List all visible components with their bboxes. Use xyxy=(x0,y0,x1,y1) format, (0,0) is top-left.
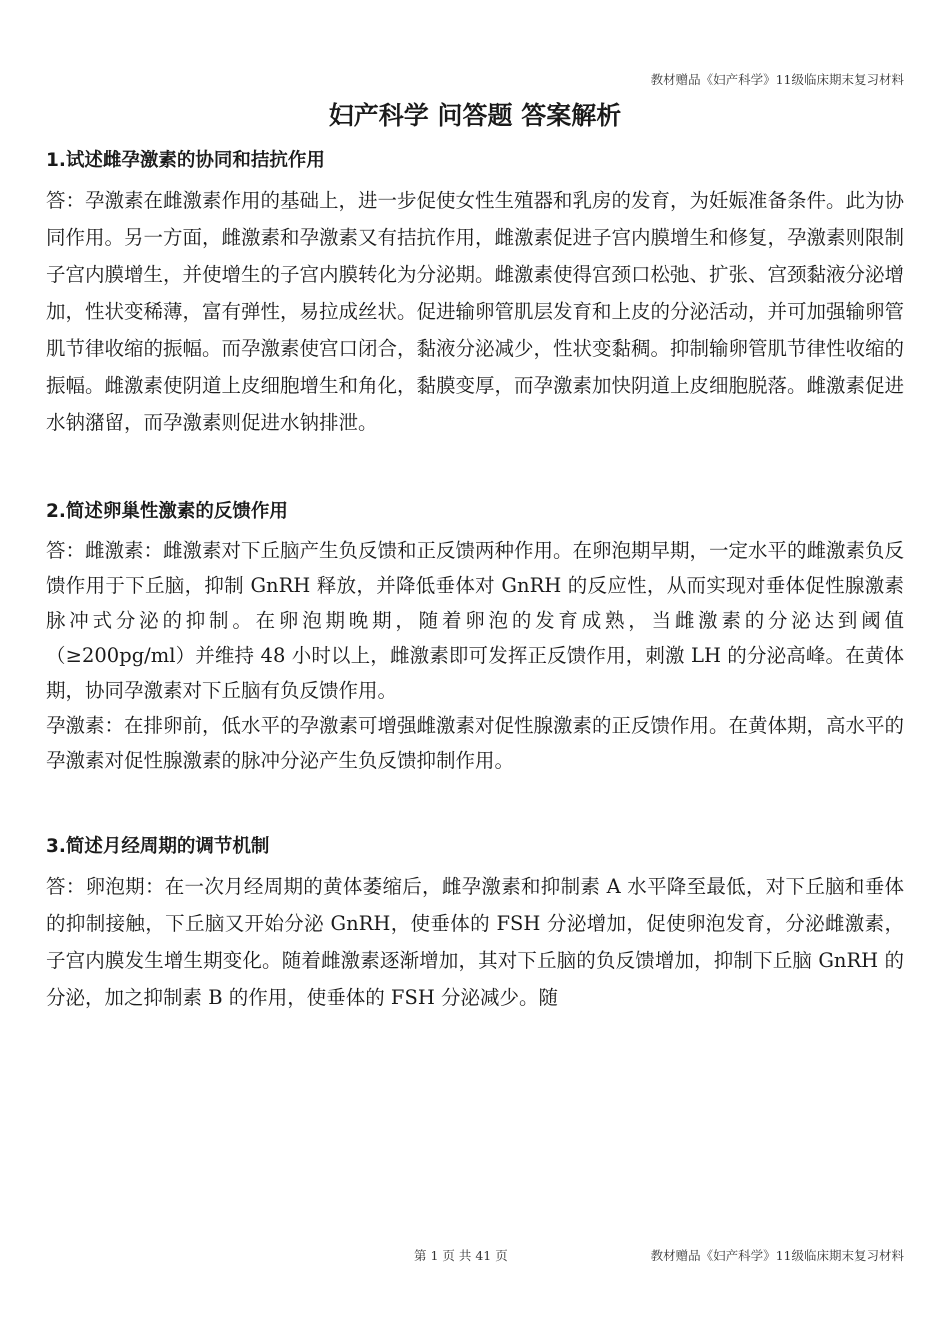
section-title: 2.简述卵巢性激素的反馈作用 xyxy=(46,501,288,522)
document-title: 妇产科学 问答题 答案解析 xyxy=(328,101,622,130)
page-number: 第 1 页 共 41 页 xyxy=(414,1248,508,1263)
section-1 xyxy=(46,146,904,441)
footer-note: 教材赠品《妇产科学》11级临床期末复习材料 xyxy=(650,1248,904,1263)
answer-paragraph: 答：孕激素在雌激素作用的基础上，进一步促使女性生殖器和乳房的发育，为妊娠准备条件。此为协同作用。另一方面，雌激素和孕激素又有拮抗作用，雌激素促进子宫内膜增生和修复，孕激素则限制子宫内膜增生，并使增生的子宫内膜转化为分泌期。雌激素使得宫颈口松弛、扩张、宫颈黏液分泌增加，性状变稀薄，富有弹性，易拉成丝状。促进输卵管肌层发育和上皮的分泌活动，并可加强输卵管肌节律收缩的振幅。而孕激素使宫口闭合，黏液分泌减少，性状变黏稠。抑制输卵管肌节律性收缩的振幅。雌激素使阴道上皮细胞增生和角化，黏膜变厚，而孕激素加快阴道上皮细胞脱落。雌激素促进水钠潴留，而孕激素则促进水钠排泄。 xyxy=(46,189,905,434)
document-body xyxy=(46,146,904,1016)
answer-paragraph: 孕激素：在排卵前，低水平的孕激素可增强雌激素对促性腺激素的正反馈作用。在黄体期，高水平的孕激素对促性腺激素的脉冲分泌产生负反馈抑制作用。 xyxy=(46,714,905,772)
section-title: 1.试述雌孕激素的协同和拮抗作用 xyxy=(46,150,325,171)
section-title: 3.简述月经周期的调节机制 xyxy=(46,836,270,857)
section-2 xyxy=(46,497,904,778)
answer-paragraph: 答：卵泡期：在一次月经周期的黄体萎缩后，雌孕激素和抑制素 A 水平降至最低，对下丘脑和垂体的抑制接触，下丘脑又开始分泌 GnRH，使垂体的 FSH 分泌增加，促使卵泡发育，分泌雌激素，子宫内膜发生增生期变化。随着雌激素逐渐增加，其对下丘脑的负反馈增加，抑制下丘脑 GnRH 的分泌，加之抑制素 B 的作用，使垂体的 FSH 分泌减少。随 xyxy=(46,875,904,1009)
answer-paragraph: 答：雌激素：雌激素对下丘脑产生负反馈和正反馈两种作用。在卵泡期早期，一定水平的雌激素负反馈作用于下丘脑，抑制 GnRH 释放，并降低垂体对 GnRH 的反应性，从而实现对垂体促性腺激素脉冲式分泌的抑制。在卵泡期晚期，随着卵泡的发育成熟，当雌激素的分泌达到阈值（≥200pg/ml）并维持 48 小时以上，雌激素即可发挥正反馈作用，刺激 LH 的分泌高峰。在黄体期，协同孕激素对下丘脑有负反馈作用。 xyxy=(46,539,905,702)
section-3 xyxy=(46,832,904,1016)
header-note: 教材赠品《妇产科学》11级临床期末复习材料 xyxy=(650,72,904,87)
